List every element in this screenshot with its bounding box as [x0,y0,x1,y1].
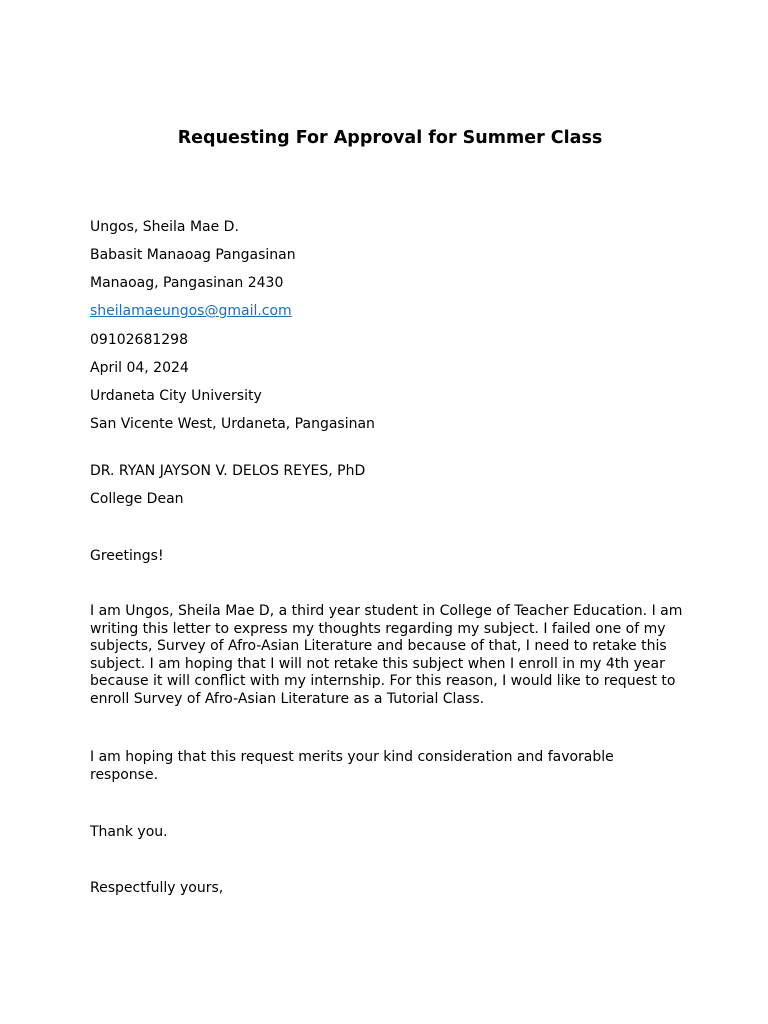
sender-name: Ungos, Sheila Mae D. [90,219,239,235]
sender-email-link[interactable]: sheilamaeungos@gmail.com [90,303,292,319]
body-paragraph-1: I am Ungos, Sheila Mae D, a third year student in College of Teacher Education. I am writing this letter to express my thoughts regarding my subject. I failed one of my subjects, Survey of Afro-Asian Literature and because of that, I need to retake this subject. I am hoping that I will not retake this subject when I enroll in my 4th year because it will conflict with my internship. For this reason, I would like to request to enroll Survey of Afro-Asian Literature as a Tutorial Class. [90,603,683,707]
thanks-line: Thank you. [90,824,168,840]
sender-address-line1: Babasit Manaoag Pangasinan [90,247,296,263]
body-paragraph-2: I am hoping that this request merits your kind consideration and favorable response. [90,749,614,783]
recipient-address: San Vicente West, Urdaneta, Pangasinan [90,416,375,432]
closing-line: Respectfully yours, [90,880,224,896]
sender-address-line2: Manaoag, Pangasinan 2430 [90,275,284,291]
sender-email-line [90,302,292,320]
letter-date: April 04, 2024 [90,360,189,376]
sender-phone: 09102681298 [90,332,188,348]
recipient-institution: Urdaneta City University [90,388,262,404]
recipient-name: DR. RYAN JAYSON V. DELOS REYES, PhD [90,463,366,479]
salutation: Greetings! [90,548,164,564]
letter-title: Requesting For Approval for Summer Class [177,128,603,148]
recipient-position: College Dean [90,491,184,507]
